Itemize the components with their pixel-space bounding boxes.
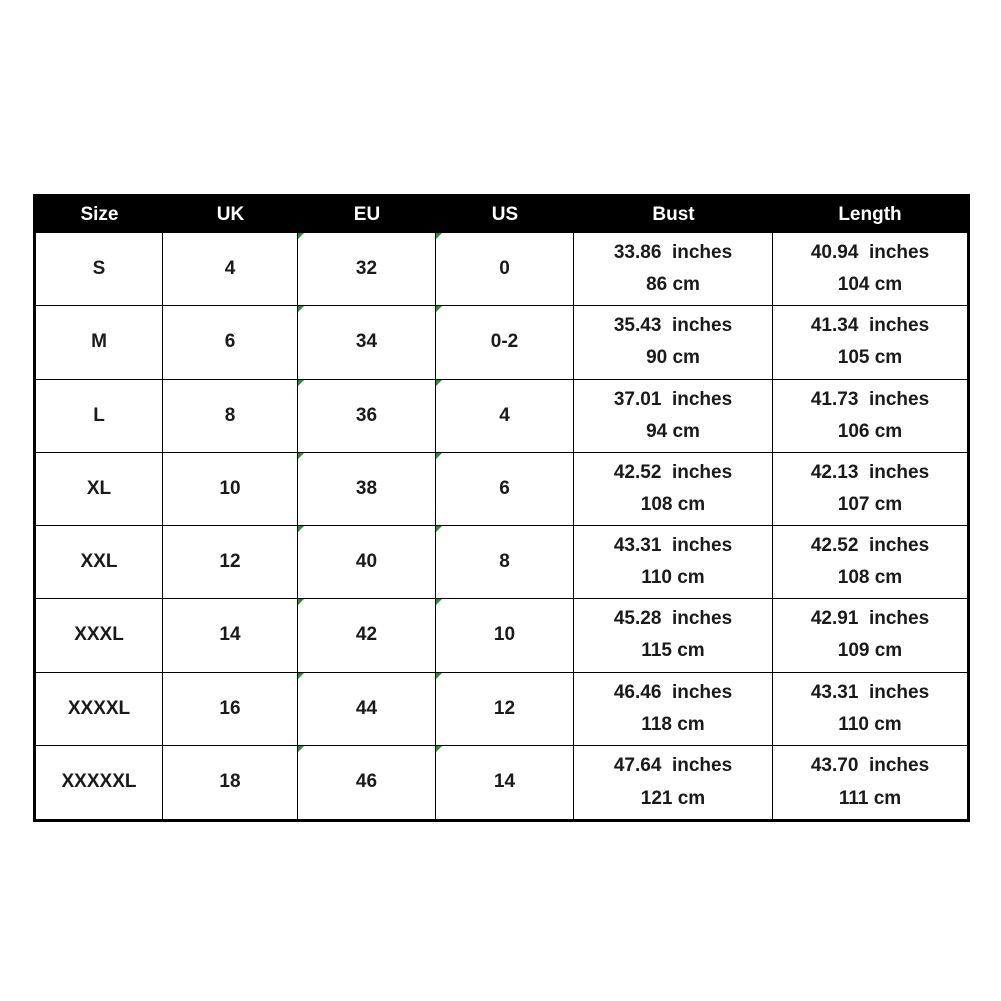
cell-eu: 38 [298, 453, 436, 526]
bust-inches: 47.64 inches [613, 755, 733, 777]
bust-cm: 118 cm [641, 713, 705, 735]
cell-length [773, 306, 967, 379]
length-cm: 105 cm [837, 347, 903, 369]
length-inches: 42.91 inches [810, 608, 930, 630]
cell-uk: 18 [163, 746, 298, 819]
cell-uk: 4 [163, 233, 298, 306]
cell-uk: 10 [163, 453, 298, 526]
cell-length [773, 526, 967, 599]
header-size: Size [36, 197, 163, 233]
cell-length [773, 380, 967, 453]
bust-cm: 94 cm [646, 420, 700, 442]
length-inches: 41.34 inches [810, 315, 930, 337]
bust-inches: 45.28 inches [613, 608, 733, 630]
cell-size: XXXL [36, 599, 163, 672]
bust-cm: 86 cm [646, 274, 700, 296]
length-inches: 42.52 inches [810, 535, 930, 557]
length-cm: 110 cm [838, 713, 902, 735]
length-cm: 106 cm [837, 420, 903, 442]
bust-inches: 33.86 inches [613, 242, 733, 264]
cell-us: 6 [436, 453, 574, 526]
length-inches: 43.70 inches [810, 755, 930, 777]
cell-length [773, 599, 967, 672]
bust-inches: 37.01 inches [613, 388, 733, 410]
length-inches: 42.13 inches [810, 461, 930, 483]
bust-cm: 108 cm [640, 493, 706, 515]
cell-us: 12 [436, 673, 574, 746]
header-uk: UK [163, 197, 298, 233]
cell-us: 0 [436, 233, 574, 306]
length-cm: 108 cm [837, 567, 903, 589]
cell-us: 0-2 [436, 306, 574, 379]
size-chart-table [33, 194, 970, 822]
cell-bust [574, 380, 773, 453]
bust-inches: 42.52 inches [613, 461, 733, 483]
bust-cm: 115 cm [641, 640, 705, 662]
cell-us: 10 [436, 599, 574, 672]
cell-bust [574, 453, 773, 526]
cell-size: M [36, 306, 163, 379]
cell-bust [574, 526, 773, 599]
bust-cm: 90 cm [646, 347, 700, 369]
cell-length [773, 233, 967, 306]
bust-inches: 43.31 inches [613, 535, 733, 557]
cell-us: 8 [436, 526, 574, 599]
cell-bust [574, 306, 773, 379]
cell-eu: 46 [298, 746, 436, 819]
cell-eu: 34 [298, 306, 436, 379]
length-cm: 109 cm [837, 640, 903, 662]
cell-eu: 40 [298, 526, 436, 599]
cell-uk: 14 [163, 599, 298, 672]
cell-eu: 44 [298, 673, 436, 746]
cell-bust [574, 233, 773, 306]
header-length: Length [773, 197, 967, 233]
header-eu: EU [298, 197, 436, 233]
cell-size: XL [36, 453, 163, 526]
cell-uk: 6 [163, 306, 298, 379]
cell-size: L [36, 380, 163, 453]
cell-eu: 36 [298, 380, 436, 453]
bust-cm: 121 cm [640, 787, 706, 809]
bust-inches: 35.43 inches [613, 315, 733, 337]
length-inches: 40.94 inches [810, 242, 930, 264]
cell-eu: 32 [298, 233, 436, 306]
header-us: US [436, 197, 574, 233]
cell-us: 14 [436, 746, 574, 819]
length-inches: 41.73 inches [810, 388, 930, 410]
bust-inches: 46.46 inches [613, 681, 733, 703]
cell-uk: 16 [163, 673, 298, 746]
length-cm: 107 cm [837, 493, 903, 515]
cell-length [773, 746, 967, 819]
cell-uk: 12 [163, 526, 298, 599]
cell-length [773, 453, 967, 526]
cell-size: XXXXL [36, 673, 163, 746]
cell-uk: 8 [163, 380, 298, 453]
cell-eu: 42 [298, 599, 436, 672]
bust-cm: 110 cm [641, 567, 705, 589]
header-bust: Bust [574, 197, 773, 233]
length-cm: 111 cm [838, 787, 902, 809]
cell-size: S [36, 233, 163, 306]
cell-size: XXXXXL [36, 746, 163, 819]
cell-size: XXL [36, 526, 163, 599]
cell-bust [574, 599, 773, 672]
cell-bust [574, 673, 773, 746]
cell-bust [574, 746, 773, 819]
length-inches: 43.31 inches [810, 681, 930, 703]
cell-length [773, 673, 967, 746]
cell-us: 4 [436, 380, 574, 453]
length-cm: 104 cm [837, 274, 903, 296]
